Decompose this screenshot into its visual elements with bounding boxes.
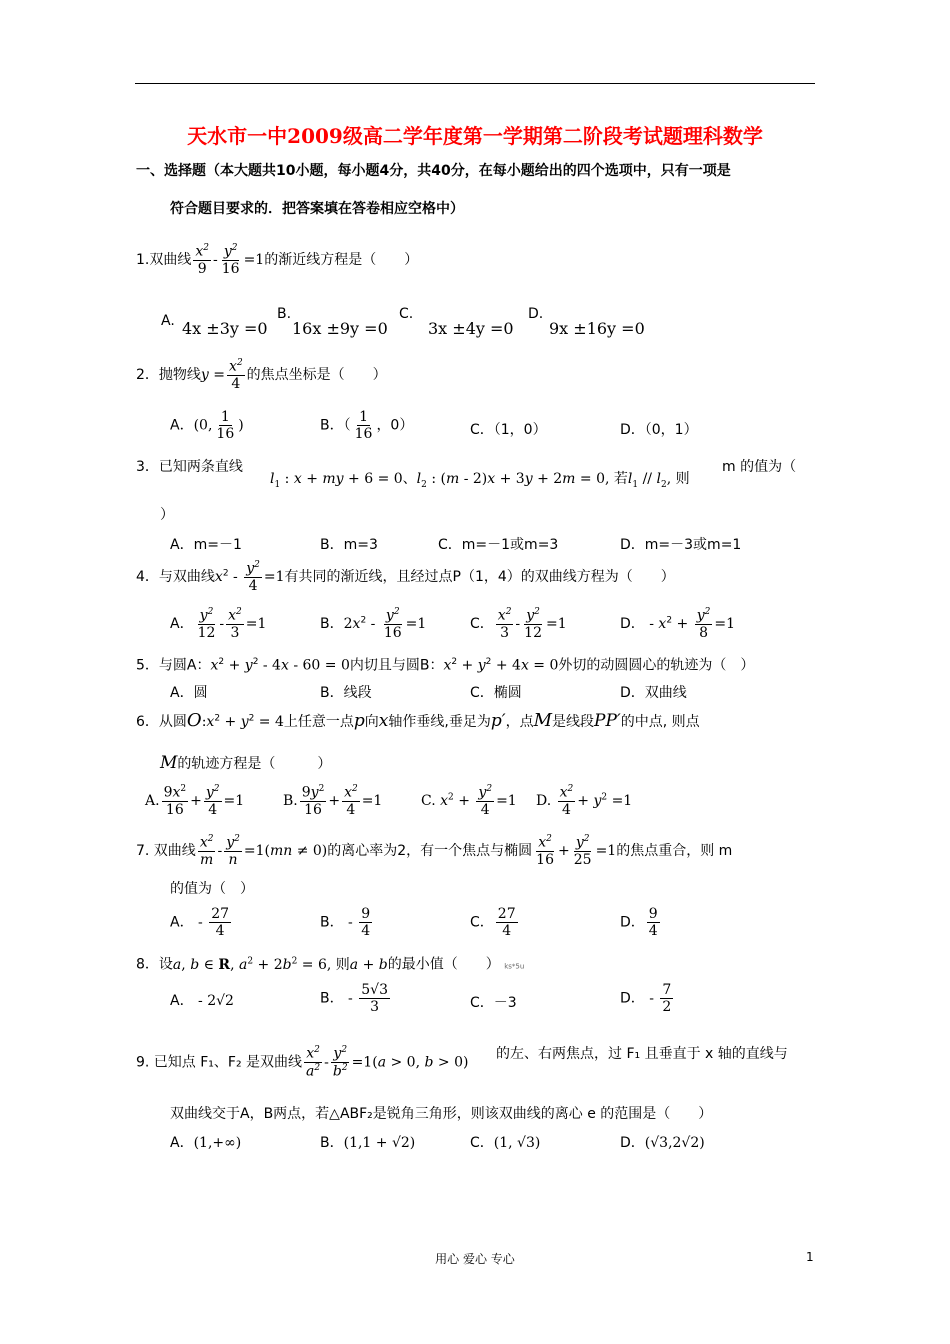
q4-option-d: D． - $x^2$ + $\frac{y^2}{8}$ =1 bbox=[620, 607, 735, 641]
q5-option-d: D．双曲线 bbox=[620, 685, 687, 701]
q5-option-b: B．线段 bbox=[320, 685, 372, 701]
q9-option-d: D．(√3,2√2) bbox=[620, 1135, 705, 1151]
q4-option-c: C． $\frac{x^2}{3}$ - $\frac{y^2}{12}$ =1 bbox=[470, 607, 567, 641]
q8-option-b: B． - $\frac{5√3}{3}$ bbox=[320, 982, 388, 1016]
q8-option-a: A． - 2√2 bbox=[170, 993, 234, 1009]
q8-option-c: C．－3 bbox=[470, 995, 517, 1011]
q2-option-b: B．（ $\frac{1}{16}$ ，0） bbox=[320, 409, 414, 443]
page-title: 天水市一中2009级高二学年度第一学期第二阶段考试题理科数学 bbox=[187, 124, 763, 148]
q4-option-b: B．$2x^2$ - $\frac{y^2}{16}$ =1 bbox=[320, 607, 427, 641]
question-3: 3．已知两条直线 bbox=[136, 459, 243, 475]
q2-option-a: A．(0, $\frac{1}{16}$ ) bbox=[170, 409, 244, 443]
question-2: 2．抛物线y = $\frac{x^2}{4}$ 的焦点坐标是（ ） bbox=[136, 358, 387, 392]
q1-option-b: B. bbox=[277, 306, 292, 322]
q3-option-c: C．m=－1或m=3 bbox=[438, 537, 559, 553]
q5-option-c: C．椭圆 bbox=[470, 685, 522, 701]
q9-suffix: 的左、右两焦点，过 F₁ 且垂直于 x 轴的直线与 bbox=[496, 1046, 788, 1062]
page-footer: 用心 爱心 专心 bbox=[435, 1252, 515, 1266]
q3-option-b: B．m=3 bbox=[320, 537, 378, 553]
section-heading-cont: 符合题目要求的．把答案填在答卷相应空格中） bbox=[170, 201, 464, 217]
page-number: 1 bbox=[806, 1250, 814, 1264]
q9-option-a: A．(1,+∞) bbox=[170, 1135, 242, 1151]
section-heading: 一、选择题（本大题共10小题，每小题4分，共40分，在每小题给出的四个选项中，只有一项是 bbox=[136, 163, 731, 179]
q1-option-d: D. bbox=[528, 306, 544, 322]
q6-option-b: B. $\frac{9y^2}{16}$ + $\frac{x^2}{4}$ =1 bbox=[283, 784, 383, 818]
q7-option-b: B． - $\frac{9}{4}$ bbox=[320, 906, 371, 940]
q3-formula: $l_1$ : x + my + 6 = 0、$l_2$ : (m - 2)x + 3y + 2m = 0, 若$l_1 // l_2$, 则 bbox=[270, 471, 690, 490]
question-6: 6．从圆$O:x^2 + y^2 = 4$上任意一点p向x轴作垂线,垂足为p′，点M是线段PP′的中点, 则点 bbox=[136, 710, 700, 731]
question-9: 9. 已知点 F₁、F₂ 是双曲线 $\frac{x^2}{a^2}$ - $\frac{y^2}{b^2}$ =1(a > 0, b > 0) bbox=[136, 1045, 469, 1080]
q1-option-a-value: 4x ±3y =0 bbox=[182, 319, 268, 338]
question-5: 5．与圆A：$x^2 + y^2 - 4x - 60 = 0$内切且与圆B：$x^2 + y^2 + 4x = 0$外切的动圆圆心的轨迹为（ ） bbox=[136, 657, 755, 674]
q7-option-d: D． $\frac{9}{4}$ bbox=[620, 906, 658, 940]
q1-option-b-value: 16x ±9y =0 bbox=[292, 319, 388, 338]
q3-wrap: ） bbox=[160, 507, 174, 523]
q6-option-a: A. $\frac{9x^2}{16}$ + $\frac{y^2}{4}$ =1 bbox=[145, 784, 245, 818]
q1-option-a: A. bbox=[161, 313, 175, 329]
question-8: 8．设a, b ∈ R, $a^2 + 2b^2 = 6$, 则a + b的最小值（ ） ks*5u bbox=[136, 956, 525, 973]
q9-option-c: C．(1, √3) bbox=[470, 1135, 541, 1151]
q1-option-d-value: 9x ±16y =0 bbox=[549, 319, 645, 338]
q1-option-c: C. bbox=[399, 306, 414, 322]
q6-option-c: C. $x^2$ + $\frac{y^2}{4}$ =1 bbox=[421, 784, 517, 818]
q8-option-d: D． - $\frac{7}{2}$ bbox=[620, 982, 672, 1016]
q5-option-a: A．圆 bbox=[170, 685, 208, 701]
q6-line2: M的轨迹方程是（ ） bbox=[160, 753, 332, 773]
q9-line2: 双曲线交于A，B两点，若△ABF₂是锐角三角形，则该双曲线的离心 e 的范围是（ ） bbox=[170, 1106, 713, 1122]
q4-option-a: A． $\frac{y^2}{12}$ - $\frac{x^2}{3}$ =1 bbox=[170, 607, 267, 641]
question-7: 7. 双曲线 $\frac{x^2}{m}$ - $\frac{y^2}{n}$ =1(mn ≠ 0)的离心率为2，有一个焦点与椭圆 $\frac{x^2}{16}$ + $\frac{y^2}{25}$ =1的焦点重合，则 m bbox=[136, 834, 733, 868]
q7-option-a: A． - $\frac{27}{4}$ bbox=[170, 906, 230, 940]
q2-option-d: D．（0，1） bbox=[620, 422, 698, 438]
question-4: 4．与双曲线$x^2$ - $\frac{y^2}{4}$ =1有共同的渐近线，且经过点P（1，4）的双曲线方程为（ ） bbox=[136, 560, 675, 594]
q3-option-a: A．m=－1 bbox=[170, 537, 242, 553]
q1-option-c-value: 3x ±4y =0 bbox=[428, 319, 514, 338]
q7-line2: 的值为（ ） bbox=[170, 881, 254, 897]
question-1: 1.双曲线 $\frac{x^2}{9}$ - $\frac{y^2}{16}$ =1的渐近线方程是（ ） bbox=[136, 243, 419, 277]
q3-option-d: D．m=－3或m=1 bbox=[620, 537, 742, 553]
q2-option-c: C．（1，0） bbox=[470, 422, 547, 438]
header-rule bbox=[135, 83, 815, 84]
q9-option-b: B．(1,1 + √2) bbox=[320, 1135, 416, 1151]
q6-option-d: D. $\frac{x^2}{4}$ + $y^2 =1$ bbox=[536, 784, 633, 818]
q7-option-c: C． $\frac{27}{4}$ bbox=[470, 906, 516, 940]
q3-suffix: m 的值为（ bbox=[722, 459, 797, 475]
q8-tag: ks*5u bbox=[504, 962, 525, 971]
